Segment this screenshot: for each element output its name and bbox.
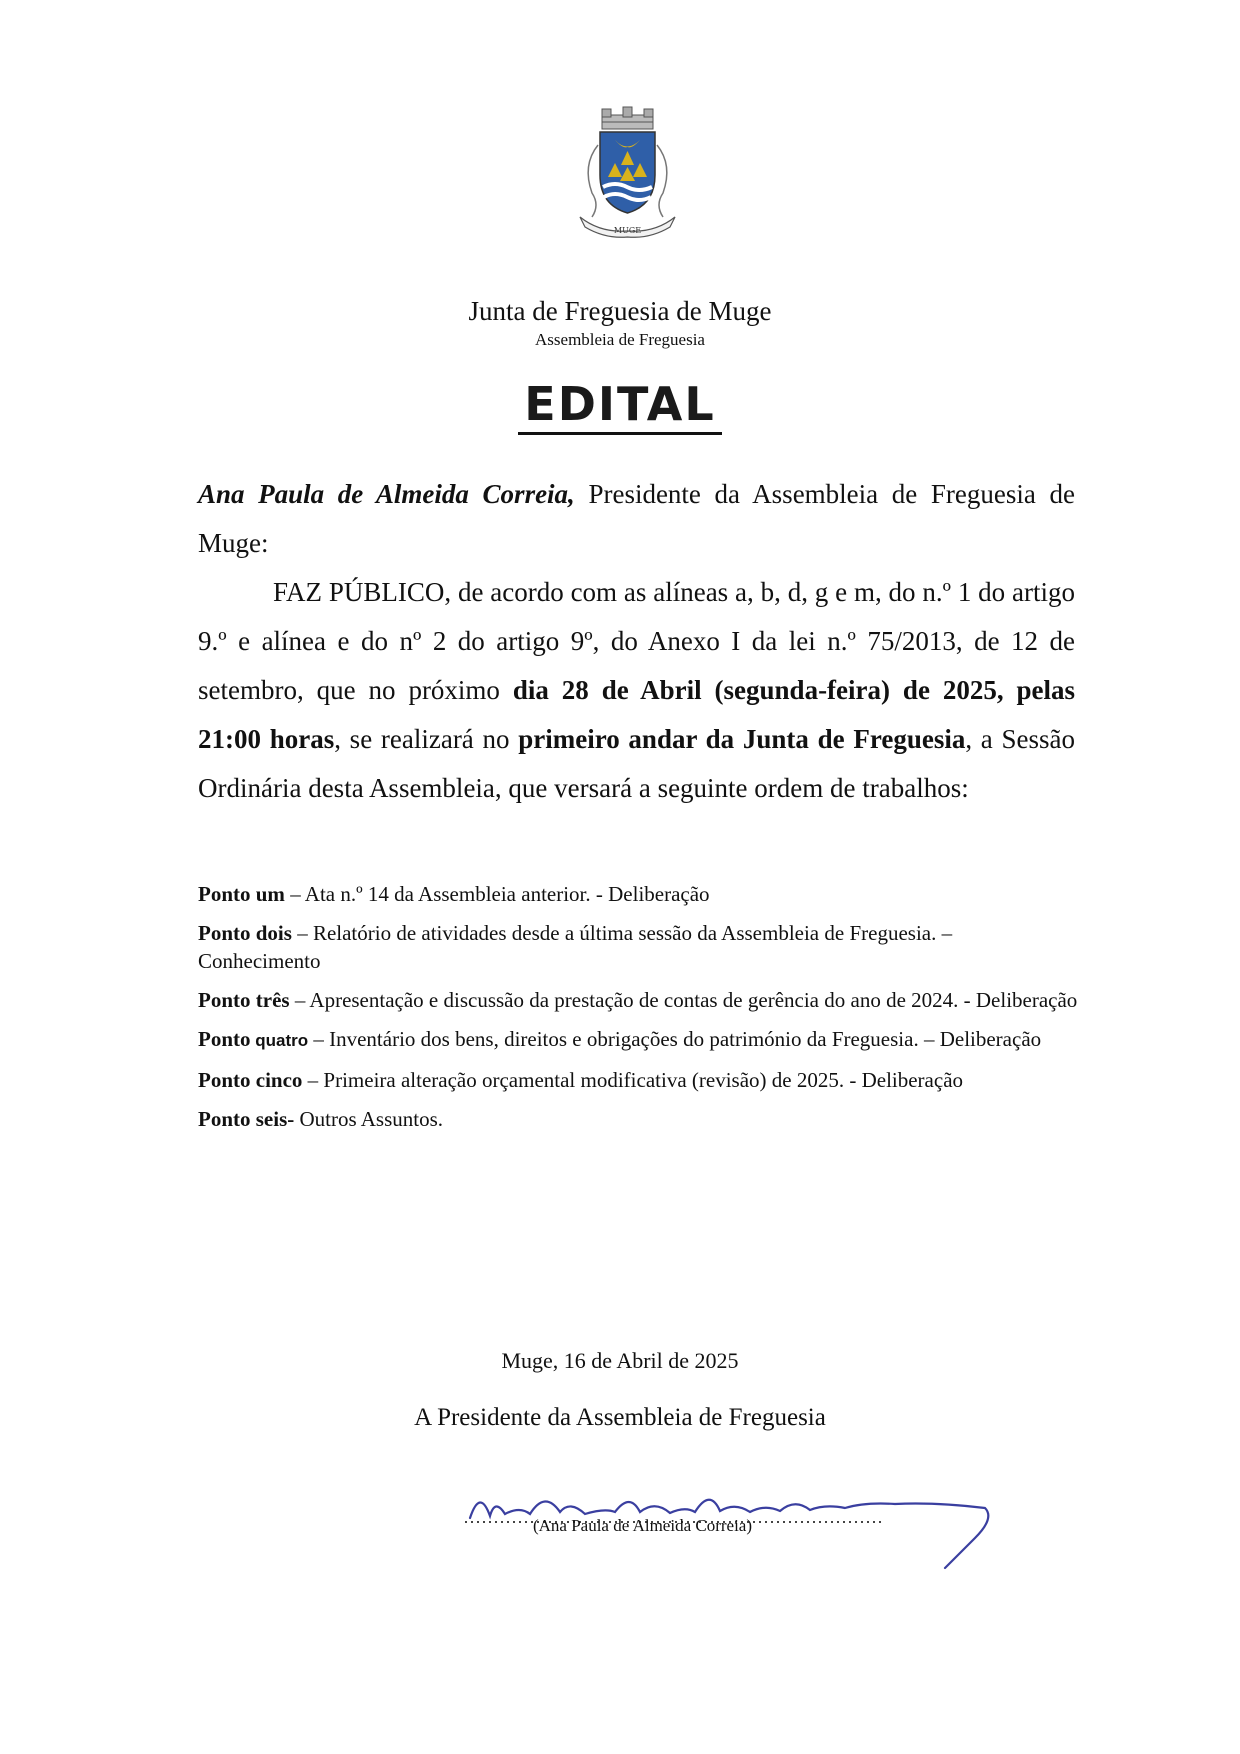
agenda-item-text: – Ata n.º 14 da Assembleia anterior. - Deliberação: [284, 882, 710, 906]
place-date: Muge, 16 de Abril de 2025: [501, 1348, 739, 1373]
intro-line-2: Muge:: [198, 528, 269, 558]
agenda-item: [198, 1066, 1078, 1094]
coat-of-arms-crest: [570, 105, 685, 240]
announcement-text-1: FAZ PÚBLICO, de acordo com as alíneas a, b, d, g e m, do n.º 1 do artigo 9.º e alínea e do nº 2 do artigo 9º, do Anexo I da lei n.º 75/2013, de 12 de setembro, que no próximo: [198, 577, 1075, 705]
agenda-item: [198, 880, 1078, 908]
agenda-item-text: – Inventário dos bens, direitos e obrigações do património da Freguesia. – Deliberação: [308, 1027, 1042, 1051]
signature-text: Ana Paula de Almeida: [710, 1506, 720, 1507]
agenda-item: [198, 1025, 1078, 1055]
meeting-location: primeiro andar da Junta de Freguesia: [518, 724, 966, 754]
president-role: Presidente da Assembleia de Freguesia de: [574, 479, 1075, 509]
agenda-item-label: Ponto seis-: [198, 1107, 295, 1131]
agenda-item-label: Ponto dois: [198, 921, 292, 945]
agenda-item: [198, 919, 1078, 975]
agenda-item-text: Outros Assuntos.: [294, 1107, 444, 1131]
agenda-item-label: Ponto um: [198, 882, 285, 906]
announcement-paragraph: [198, 568, 1075, 813]
agenda-item-label: Ponto: [198, 1027, 251, 1051]
intro-line: [198, 470, 1075, 519]
announcement-body: [198, 470, 1075, 813]
meeting-datetime: dia 28 de Abril (segunda-feira) de 2025, pelas 21:00 horas: [198, 675, 1076, 754]
announcement-text-2: , se realizará no: [334, 724, 519, 754]
signatory-name: (Ana Paula de Almeida Correia): [532, 1516, 753, 1535]
president-name: Ana Paula de Almeida Correia,: [198, 479, 575, 509]
announcement-text-3: , a Sessão Ordinária desta Assembleia, que versará a seguinte ordem de trabalhos:: [198, 724, 1076, 803]
agenda-item: [198, 1105, 1078, 1133]
agenda-item-text: – Primeira alteração orçamental modificativa (revisão) de 2025. - Deliberação: [302, 1068, 964, 1092]
crest-scroll-text: MUGE: [613, 226, 642, 235]
edital-heading-text: EDITAL: [518, 380, 721, 435]
agenda-list: [198, 880, 1078, 1144]
agenda-item-label-suffix: quatro: [250, 1031, 309, 1050]
agenda-item-label: Ponto cinco: [198, 1068, 303, 1092]
institution-subtitle: Assembleia de Freguesia: [535, 330, 705, 349]
agenda-item-text: – Apresentação e discussão da prestação de contas de gerência do ano de 2024. - Deliberação: [289, 988, 1078, 1012]
agenda-item: [198, 986, 1078, 1014]
agenda-item-text: – Relatório de atividades desde a última sessão da Assembleia de Freguesia. – Conhecimento: [198, 921, 953, 973]
document-heading: [0, 377, 1240, 435]
institution-title: Junta de Freguesia de Muge: [468, 296, 772, 326]
agenda-item-label: Ponto três: [198, 988, 290, 1012]
signatory-title: A Presidente da Assembleia de Freguesia: [414, 1404, 826, 1431]
